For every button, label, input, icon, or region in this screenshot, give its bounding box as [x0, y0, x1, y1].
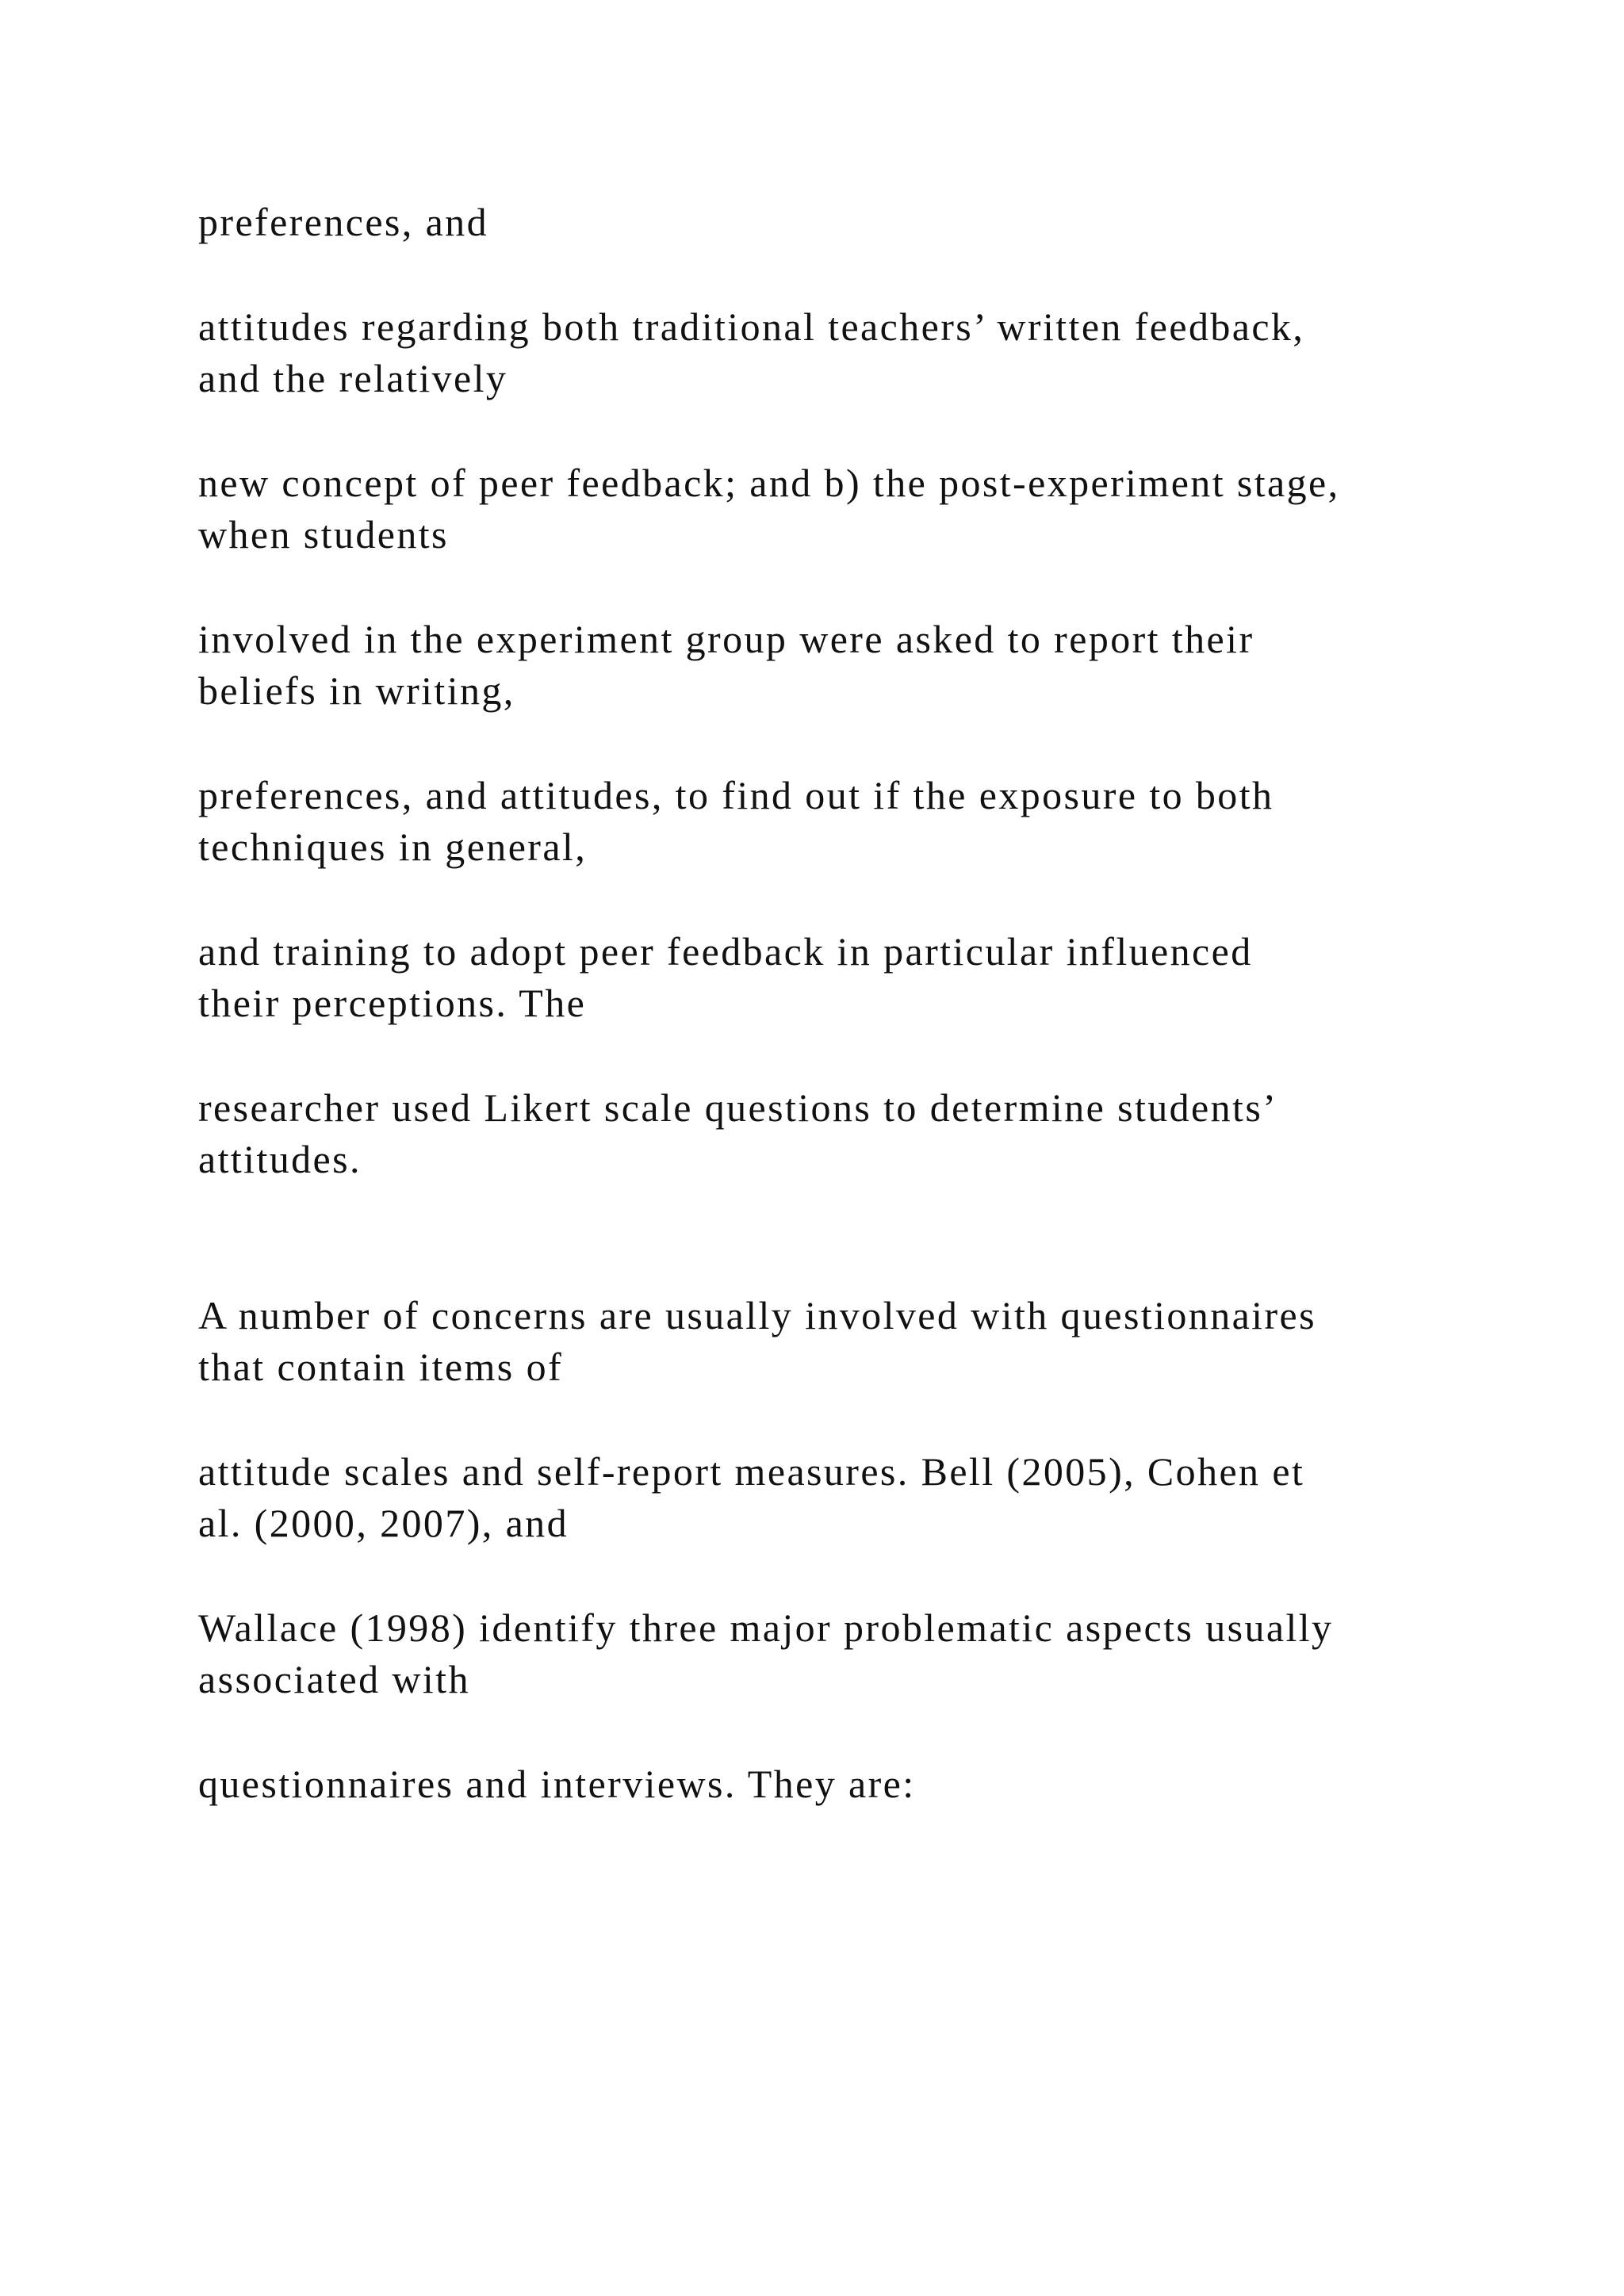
text-line: researcher used Likert scale questions to determine students’	[198, 1085, 1278, 1130]
paragraph-3	[198, 457, 1507, 561]
paragraph-7	[198, 1082, 1507, 1185]
text-line: associated with	[198, 1657, 470, 1701]
text-line: Wallace (1998) identify three major problematic aspects usually	[198, 1605, 1334, 1650]
text-line: and the relatively	[198, 356, 508, 400]
text-line: attitude scales and self-report measures. Bell (2005), Cohen et	[198, 1449, 1305, 1494]
text-line: techniques in general,	[198, 825, 588, 869]
paragraph-5	[198, 770, 1507, 873]
paragraph-6	[198, 926, 1507, 1029]
paragraph-10	[198, 1602, 1507, 1705]
text-line: beliefs in writing,	[198, 668, 515, 713]
text-line: al. (2000, 2007), and	[198, 1501, 569, 1545]
text-line: preferences, and	[198, 200, 488, 244]
paragraph-9	[198, 1446, 1507, 1549]
text-line: that contain items of	[198, 1345, 564, 1389]
text-line: attitudes.	[198, 1137, 362, 1181]
text-line: new concept of peer feedback; and b) the post-experiment stage,	[198, 461, 1340, 505]
text-line: involved in the experiment group were asked to report their	[198, 617, 1254, 661]
text-line: A number of concerns are usually involved with questionnaires	[198, 1293, 1316, 1337]
paragraph-1	[198, 197, 1507, 248]
text-line: preferences, and attitudes, to find out if the exposure to both	[198, 773, 1274, 817]
paragraph-4	[198, 614, 1507, 717]
text-line: and training to adopt peer feedback in particular influenced	[198, 929, 1253, 974]
paragraph-2	[198, 301, 1507, 404]
paragraph-8	[198, 1290, 1507, 1393]
text-line: when students	[198, 512, 449, 557]
paragraph-11	[198, 1758, 1507, 1810]
text-line: attitudes regarding both traditional teachers’ written feedback,	[198, 304, 1305, 349]
text-line: their perceptions. The	[198, 981, 587, 1025]
text-line: questionnaires and interviews. They are:	[198, 1762, 916, 1806]
